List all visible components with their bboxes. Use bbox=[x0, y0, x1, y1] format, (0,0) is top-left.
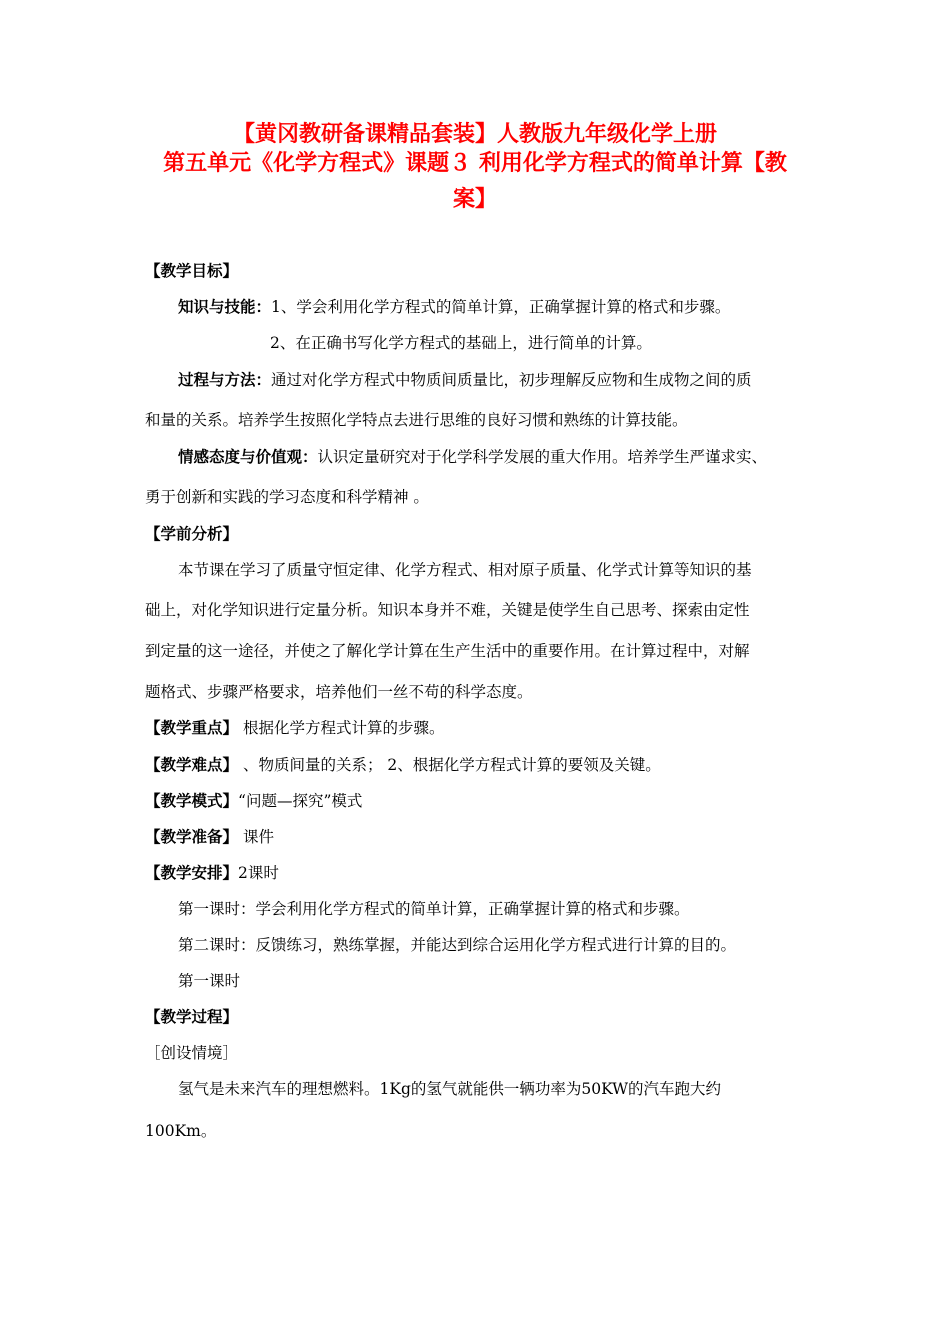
scene-label: ［创设情境］ bbox=[145, 1044, 239, 1062]
difficulty-line bbox=[145, 754, 661, 776]
analysis-line-2: 础上，对化学知识进行定量分析。知识本身并不难，关键是使学生自己思考、探索由定性 bbox=[145, 601, 750, 619]
process-text-2: 和量的关系。培养学生按照化学特点去进行思维的良好习惯和熟练的计算技能。 bbox=[145, 411, 688, 429]
key-point-line bbox=[145, 717, 444, 739]
arrange-heading: 【教学安排】 bbox=[145, 864, 239, 882]
prep-heading: 【教学准备】 bbox=[145, 828, 239, 846]
analysis-line-4: 题格式、步骤严格要求，培养他们一丝不苟的科学态度。 bbox=[145, 683, 533, 701]
lesson-label: 第一课时 bbox=[178, 972, 241, 990]
title-line-1: 【黄冈教研备课精品套装】人教版九年级化学上册 bbox=[232, 122, 717, 147]
prep-line bbox=[145, 826, 274, 848]
arrange-text: 2课时 bbox=[238, 864, 279, 882]
analysis-heading: 【学前分析】 bbox=[145, 525, 239, 543]
emotion-text-1: 认识定量研究对于化学科学发展的重大作用。培养学生严谨求实、 bbox=[317, 448, 768, 466]
difficulty-heading: 【教学难点】 bbox=[145, 756, 239, 774]
arrange-line bbox=[145, 862, 279, 884]
process-label: 过程与方法： bbox=[178, 371, 272, 389]
mode-text: “问题—探究”模式 bbox=[238, 792, 363, 810]
arrange-first: 第一课时：学会利用化学方程式的简单计算，正确掌握计算的格式和步骤。 bbox=[178, 900, 690, 918]
emotion-label: 情感态度与价值观： bbox=[178, 448, 318, 466]
knowledge-text-2: 2、在正确书写化学方程式的基础上，进行简单的计算。 bbox=[270, 334, 652, 352]
process-heading: 【教学过程】 bbox=[145, 1008, 239, 1026]
process-text-1: 通过对化学方程式中物质间质量比，初步理解反应物和生成物之间的质 bbox=[271, 371, 752, 389]
objectives-heading: 【教学目标】 bbox=[145, 262, 239, 280]
knowledge-text-1: 1、学会利用化学方程式的简单计算，正确掌握计算的格式和步骤。 bbox=[271, 298, 731, 316]
arrange-second: 第二课时：反馈练习，熟练掌握，并能达到综合运用化学方程式进行计算的目的。 bbox=[178, 936, 737, 954]
difficulty-text: 、物质间量的关系； 2、根据化学方程式计算的要领及关键。 bbox=[238, 756, 661, 774]
analysis-line-1: 本节课在学习了质量守恒定律、化学方程式、相对原子质量、化学式计算等知识的基 bbox=[178, 561, 752, 579]
process-para-2: 100Km。 bbox=[145, 1122, 217, 1140]
process-para-1: 氢气是未来汽车的理想燃料。1Kg的氢气就能供一辆功率为50KW的汽车跑大约 bbox=[178, 1080, 722, 1098]
emotion-line-1 bbox=[178, 446, 767, 468]
mode-heading: 【教学模式】 bbox=[145, 792, 239, 810]
prep-text: 课件 bbox=[238, 828, 274, 846]
emotion-text-2: 勇于创新和实践的学习态度和科学精神 。 bbox=[145, 488, 429, 506]
analysis-line-3: 到定量的这一途径，并使之了解化学计算在生产生活中的重要作用。在计算过程中，对解 bbox=[145, 642, 750, 660]
process-line-1 bbox=[178, 369, 752, 391]
key-point-text: 根据化学方程式计算的步骤。 bbox=[238, 719, 445, 737]
mode-line bbox=[145, 790, 362, 812]
title-line-2: 第五单元《化学方程式》课题３ 利用化学方程式的简单计算【教 bbox=[163, 151, 787, 176]
knowledge-label: 知识与技能： bbox=[178, 298, 272, 316]
knowledge-line-1 bbox=[178, 296, 730, 318]
key-point-heading: 【教学重点】 bbox=[145, 719, 239, 737]
title-line-3: 案】 bbox=[452, 187, 497, 212]
